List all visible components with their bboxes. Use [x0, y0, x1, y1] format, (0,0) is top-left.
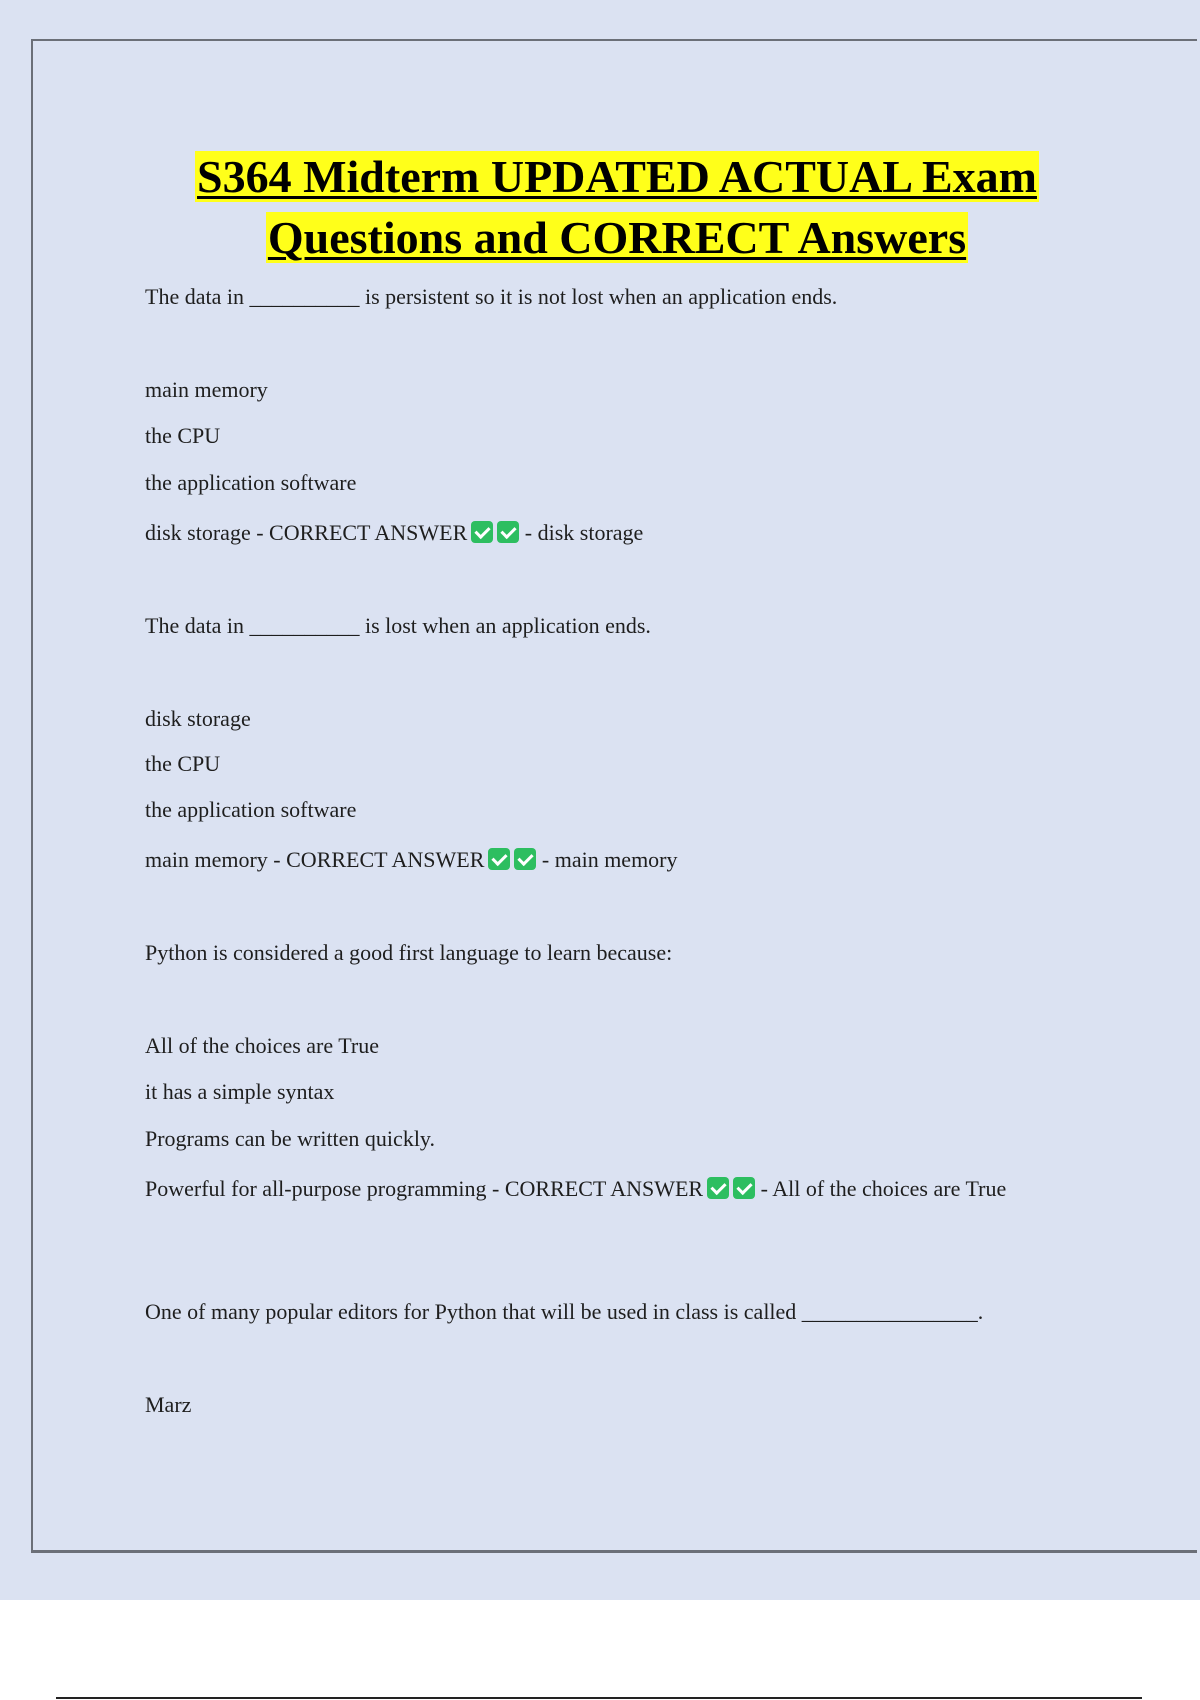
- question-1-choice-1: main memory: [145, 377, 268, 402]
- question-2-answer: [145, 845, 678, 875]
- check-mark-icon: [707, 1177, 729, 1199]
- question-3-prompt: Python is considered a good first language to learn because:: [145, 940, 673, 965]
- answer-text: Powerful for all-purpose programming - CORRECT ANSWER: [145, 1176, 704, 1201]
- check-mark-icon: [733, 1177, 755, 1199]
- question-2-choice-2: the CPU: [145, 751, 221, 776]
- question-1-choice-3: the application software: [145, 470, 357, 495]
- answer-text: - disk storage: [524, 520, 644, 545]
- question-3-choice-2: it has a simple syntax: [145, 1079, 335, 1104]
- title-line-2: Questions and CORRECT Answers: [267, 212, 967, 263]
- question-2-choice-3: the application software: [145, 797, 357, 822]
- question-2-choice-1: disk storage: [145, 706, 251, 731]
- question-2-prompt: The data in __________ is lost when an application ends.: [145, 613, 651, 638]
- question-1-answer: [145, 518, 643, 548]
- answer-text: - All of the choices are True: [760, 1176, 1007, 1201]
- question-3-choice-1: All of the choices are True: [145, 1033, 379, 1058]
- answer-text: main memory - CORRECT ANSWER: [145, 847, 485, 872]
- check-mark-icon: [488, 848, 510, 870]
- check-mark-icon: [471, 521, 493, 543]
- check-mark-icon: [514, 848, 536, 870]
- question-3-choice-3: Programs can be written quickly.: [145, 1126, 435, 1151]
- question-1-prompt: The data in __________ is persistent so it is not lost when an application ends.: [145, 284, 838, 309]
- question-1-choice-2: the CPU: [145, 423, 221, 448]
- question-4-prompt: One of many popular editors for Python that will be used in class is called ________________.: [145, 1299, 984, 1324]
- answer-text: disk storage - CORRECT ANSWER: [145, 520, 468, 545]
- document-title: [0, 146, 1200, 268]
- title-line-1: S364 Midterm UPDATED ACTUAL Exam: [197, 151, 1037, 202]
- bottom-rule: [56, 1697, 1142, 1699]
- answer-text: - main memory: [541, 847, 678, 872]
- check-mark-icon: [497, 521, 519, 543]
- question-4-choice-1: Marz: [145, 1392, 192, 1417]
- question-3-answer: [145, 1174, 1065, 1204]
